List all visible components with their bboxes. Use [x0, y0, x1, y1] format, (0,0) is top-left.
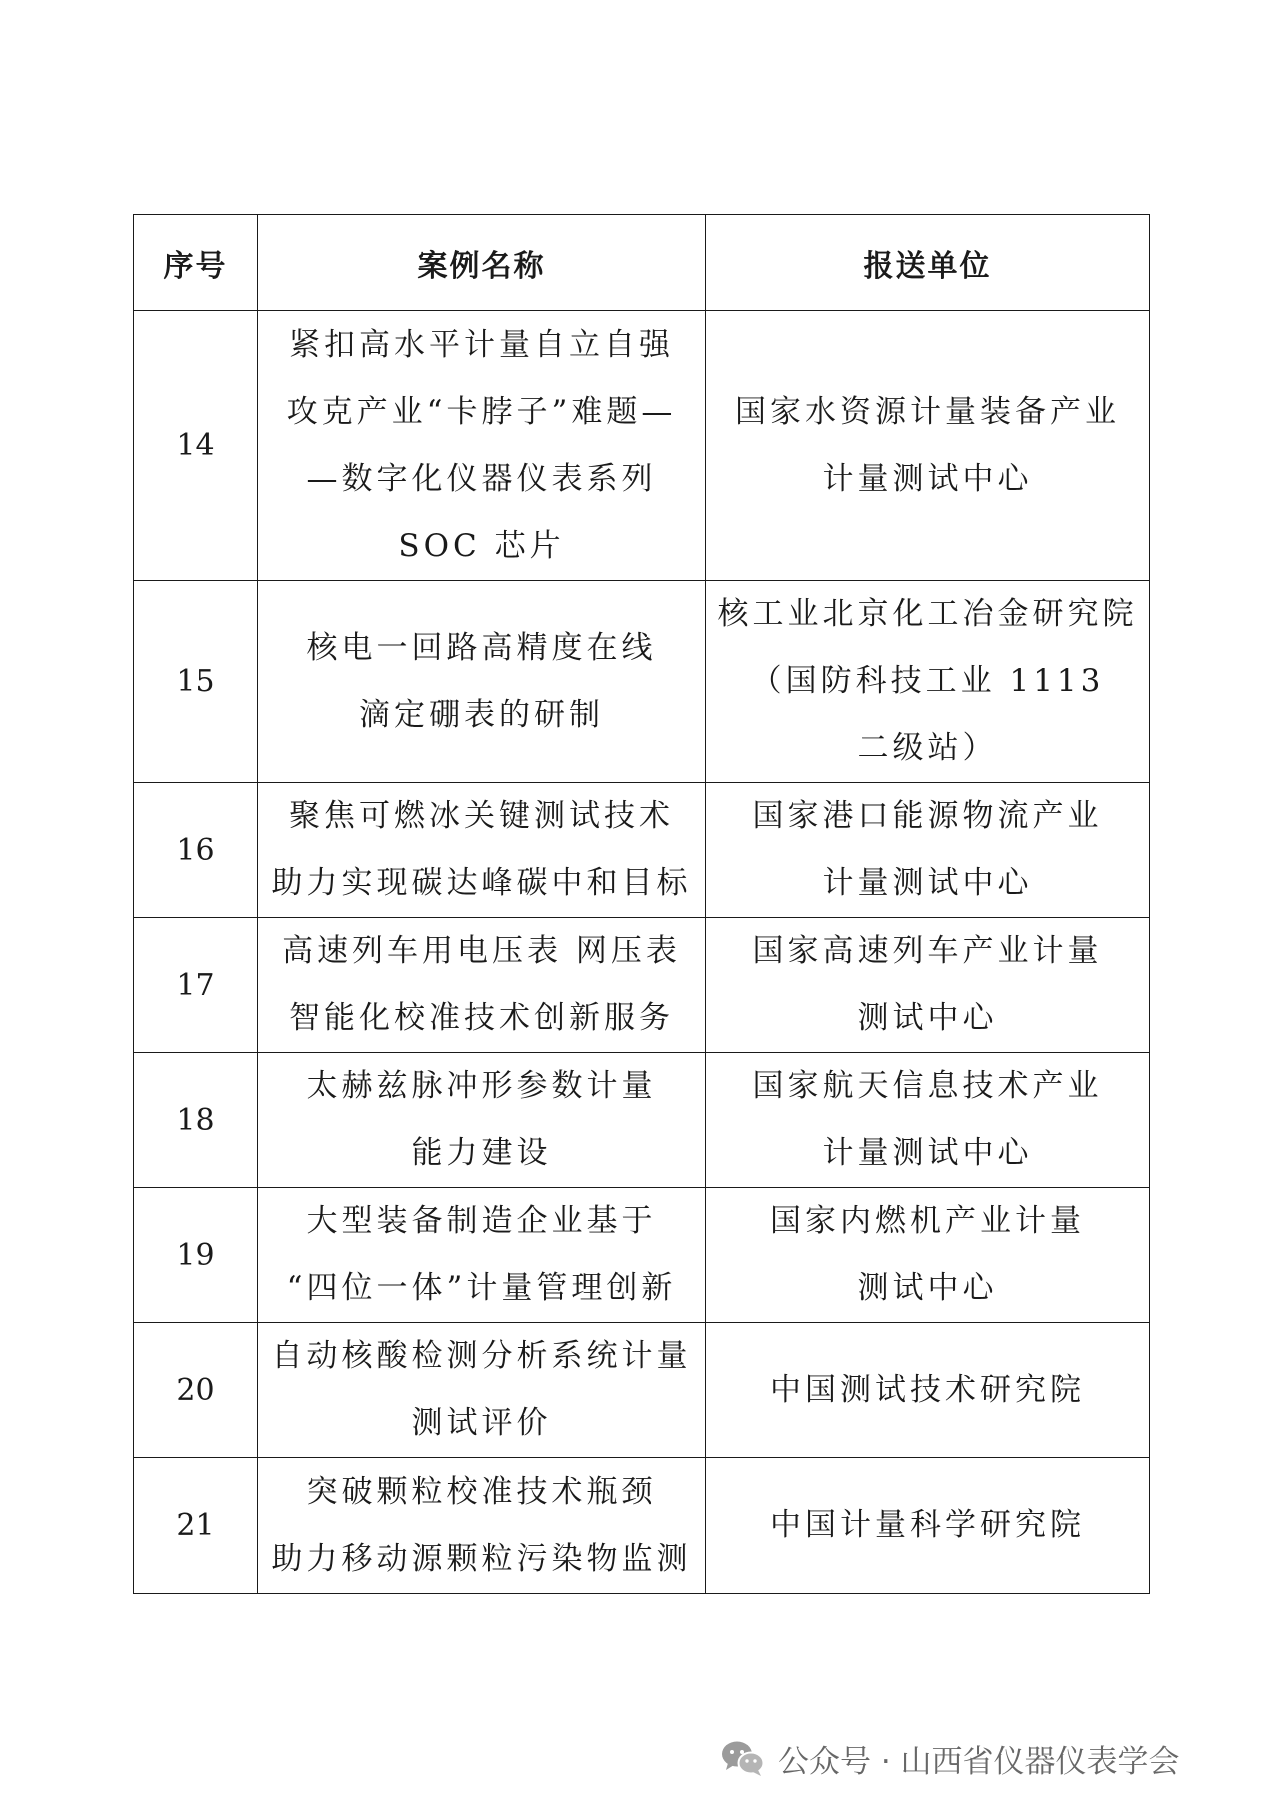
- case-name-line: 滴定硼表的研制: [359, 696, 604, 733]
- case-name-line: 突破颗粒校准技术瓶颈: [306, 1473, 657, 1510]
- case-table: [133, 214, 1150, 1594]
- unit-line: （国防科技工业 1113: [750, 663, 1105, 699]
- header-seq: 序号: [134, 215, 258, 311]
- row-case-name: [258, 581, 706, 783]
- unit-line: 核工业北京化工冶金研究院: [717, 596, 1138, 632]
- header-case-name: 案例名称: [258, 215, 706, 311]
- row-case-name: [258, 783, 706, 918]
- row-unit: [706, 1458, 1150, 1594]
- case-name-line: 能力建设: [411, 1135, 552, 1171]
- unit-line: 国家内燃机产业计量: [770, 1203, 1085, 1239]
- unit-line: 测试中心: [857, 1270, 998, 1306]
- unit-line: 二级站）: [857, 730, 998, 766]
- case-name-line: 太赫兹脉冲形参数计量: [306, 1068, 657, 1104]
- row-seq: 20: [134, 1323, 258, 1458]
- row-seq: 17: [134, 918, 258, 1053]
- row-unit: [706, 918, 1150, 1053]
- unit-line: 国家高速列车产业计量: [752, 933, 1103, 969]
- table-row: [134, 581, 1150, 783]
- unit-line: 测试中心: [857, 1000, 998, 1036]
- table-row: [134, 918, 1150, 1053]
- wechat-icon: [720, 1738, 766, 1778]
- case-name-line: 聚焦可燃冰关键测试技术: [289, 798, 674, 834]
- case-name-line: 助力移动源颗粒污染物监测: [271, 1540, 692, 1577]
- row-unit: [706, 783, 1150, 918]
- case-name-line: 大型装备制造企业基于: [306, 1203, 657, 1239]
- table-header-row: [134, 215, 1150, 311]
- row-unit: [706, 1053, 1150, 1188]
- table-row: [134, 1458, 1150, 1594]
- row-seq: 21: [134, 1458, 258, 1594]
- table-row: [134, 311, 1150, 581]
- row-seq: 14: [134, 311, 258, 581]
- case-name-line: “四位一体”计量管理创新: [286, 1270, 677, 1306]
- row-unit: [706, 1188, 1150, 1323]
- case-name-line: 助力实现碳达峰碳中和目标: [271, 865, 692, 901]
- unit-line: 计量测试中心: [822, 865, 1033, 901]
- row-case-name: [258, 1188, 706, 1323]
- row-case-name: [258, 311, 706, 581]
- unit-line: 计量测试中心: [822, 1135, 1033, 1171]
- table-row: [134, 1323, 1150, 1458]
- row-seq: 19: [134, 1188, 258, 1323]
- unit-line: 中国计量科学研究院: [770, 1507, 1085, 1543]
- row-seq: 16: [134, 783, 258, 918]
- row-case-name: [258, 1053, 706, 1188]
- unit-line: 国家航天信息技术产业: [752, 1068, 1103, 1104]
- unit-line: 中国测试技术研究院: [770, 1371, 1085, 1408]
- case-name-line: 高速列车用电压表 网压表: [282, 933, 681, 969]
- case-name-line: 攻克产业“卡脖子”难题—: [286, 393, 677, 430]
- row-case-name: [258, 1458, 706, 1594]
- row-unit: [706, 1323, 1150, 1458]
- watermark: [720, 1736, 1180, 1780]
- row-unit: [706, 581, 1150, 783]
- case-name-line: 智能化校准技术创新服务: [289, 1000, 674, 1036]
- case-name-line: 测试评价: [411, 1405, 552, 1441]
- unit-line: 国家港口能源物流产业: [752, 798, 1103, 834]
- row-case-name: [258, 918, 706, 1053]
- case-name-line: —数字化仪器仪表系列: [306, 460, 657, 497]
- table-row: [134, 1188, 1150, 1323]
- unit-line: 计量测试中心: [822, 460, 1033, 497]
- case-name-line: 紧扣高水平计量自立自强: [289, 326, 674, 363]
- case-name-line: SOC 芯片: [398, 527, 565, 564]
- table-body: [134, 311, 1150, 1594]
- row-seq: 15: [134, 581, 258, 783]
- row-seq: 18: [134, 1053, 258, 1188]
- row-unit: [706, 311, 1150, 581]
- unit-line: 国家水资源计量装备产业: [735, 393, 1120, 430]
- case-name-line: 自动核酸检测分析系统计量: [271, 1338, 692, 1374]
- watermark-text: 公众号 · 山西省仪器仪表学会: [778, 1743, 1180, 1780]
- table-row: [134, 1053, 1150, 1188]
- table-row: [134, 783, 1150, 918]
- header-unit: 报送单位: [706, 215, 1150, 311]
- case-name-line: 核电一回路高精度在线: [306, 629, 657, 666]
- row-case-name: [258, 1323, 706, 1458]
